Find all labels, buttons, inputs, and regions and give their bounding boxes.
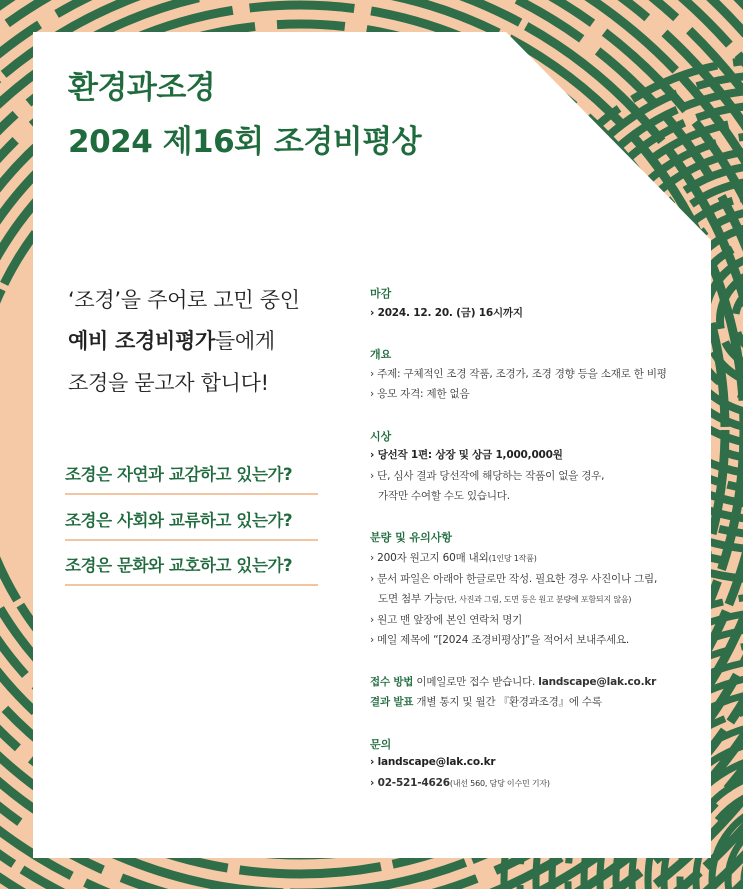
guideline-format-2 bbox=[378, 591, 631, 606]
overview-heading: 개요 bbox=[370, 348, 392, 361]
question-nature: 조경은 자연과 교감하고 있는가? bbox=[65, 461, 318, 495]
guideline-length-main: › 200자 원고지 60매 내외 bbox=[370, 552, 489, 564]
overview-topic: › 주제: 구체적인 조경 작품, 조경가, 조경 경향 등을 소재로 한 비평 bbox=[370, 368, 667, 380]
submission-label: 접수 방법 bbox=[370, 676, 414, 688]
intro-line-1: ‘조경’을 주어로 고민 중인 bbox=[68, 288, 300, 312]
overview-eligibility: › 응모 자격: 제한 없음 bbox=[370, 388, 470, 400]
submission-text: 이메일로만 접수 받습니다. bbox=[413, 676, 539, 688]
submission-method bbox=[370, 674, 656, 689]
title-line-2: 2024 제16회 조경비평상 bbox=[68, 124, 422, 160]
intro-line-2-rest: 들에게 bbox=[214, 329, 275, 353]
inquiry-phone-note: (내선 560, 담당 이수민 기자) bbox=[449, 779, 550, 788]
announcement-text: 개별 통지 및 월간 『환경과조경』에 수록 bbox=[413, 696, 602, 708]
intro-line-2 bbox=[68, 325, 275, 355]
award-note-2: 가작만 수여할 수도 있습니다. bbox=[378, 490, 510, 502]
inquiry-phone bbox=[370, 777, 550, 789]
intro-line-3: 조경을 묻고자 합니다! bbox=[68, 371, 269, 395]
question-society: 조경은 사회와 교류하고 있는가? bbox=[65, 507, 318, 541]
guideline-subject: › 메일 제목에 “[2024 조경비평상]”을 적어서 보내주세요. bbox=[370, 634, 630, 646]
guideline-contact: › 원고 맨 앞장에 본인 연락처 명기 bbox=[370, 614, 523, 626]
question-culture: 조경은 문화와 교호하고 있는가? bbox=[65, 552, 318, 586]
award-heading: 시상 bbox=[370, 430, 392, 443]
submission-email[interactable]: landscape@lak.co.kr bbox=[538, 676, 657, 688]
guideline-format-1: › 문서 파일은 아래아 한글로만 작성. 필요한 경우 사진이나 그림, bbox=[370, 573, 658, 585]
inquiry-phone-number[interactable]: › 02-521-4626 bbox=[370, 777, 450, 789]
title-line-1: 환경과조경 bbox=[68, 70, 216, 106]
guideline-format-2-note: (단, 사진과 그림, 도면 등은 원고 분량에 포함되지 않음) bbox=[443, 595, 632, 604]
deadline-value: › 2024. 12. 20. (금) 16시까지 bbox=[370, 307, 523, 319]
award-note-1: › 단, 심사 결과 당선작에 해당하는 작품이 없을 경우, bbox=[370, 470, 605, 482]
guideline-length bbox=[370, 550, 537, 565]
guideline-length-note: (1인당 1작품) bbox=[488, 554, 537, 563]
deadline-heading: 마감 bbox=[370, 287, 392, 300]
guideline-format-2-main: 도면 첨부 가능 bbox=[378, 593, 444, 605]
announcement-label: 결과 발표 bbox=[370, 696, 414, 708]
inquiry-heading: 문의 bbox=[370, 738, 392, 751]
intro-highlight: 예비 조경비평가 bbox=[68, 329, 215, 353]
award-winner: › 당선작 1편: 상장 및 상금 1,000,000원 bbox=[370, 449, 563, 461]
inquiry-email[interactable]: › landscape@lak.co.kr bbox=[370, 756, 496, 768]
guidelines-heading: 분량 및 유의사항 bbox=[370, 531, 453, 544]
result-announcement bbox=[370, 694, 602, 709]
